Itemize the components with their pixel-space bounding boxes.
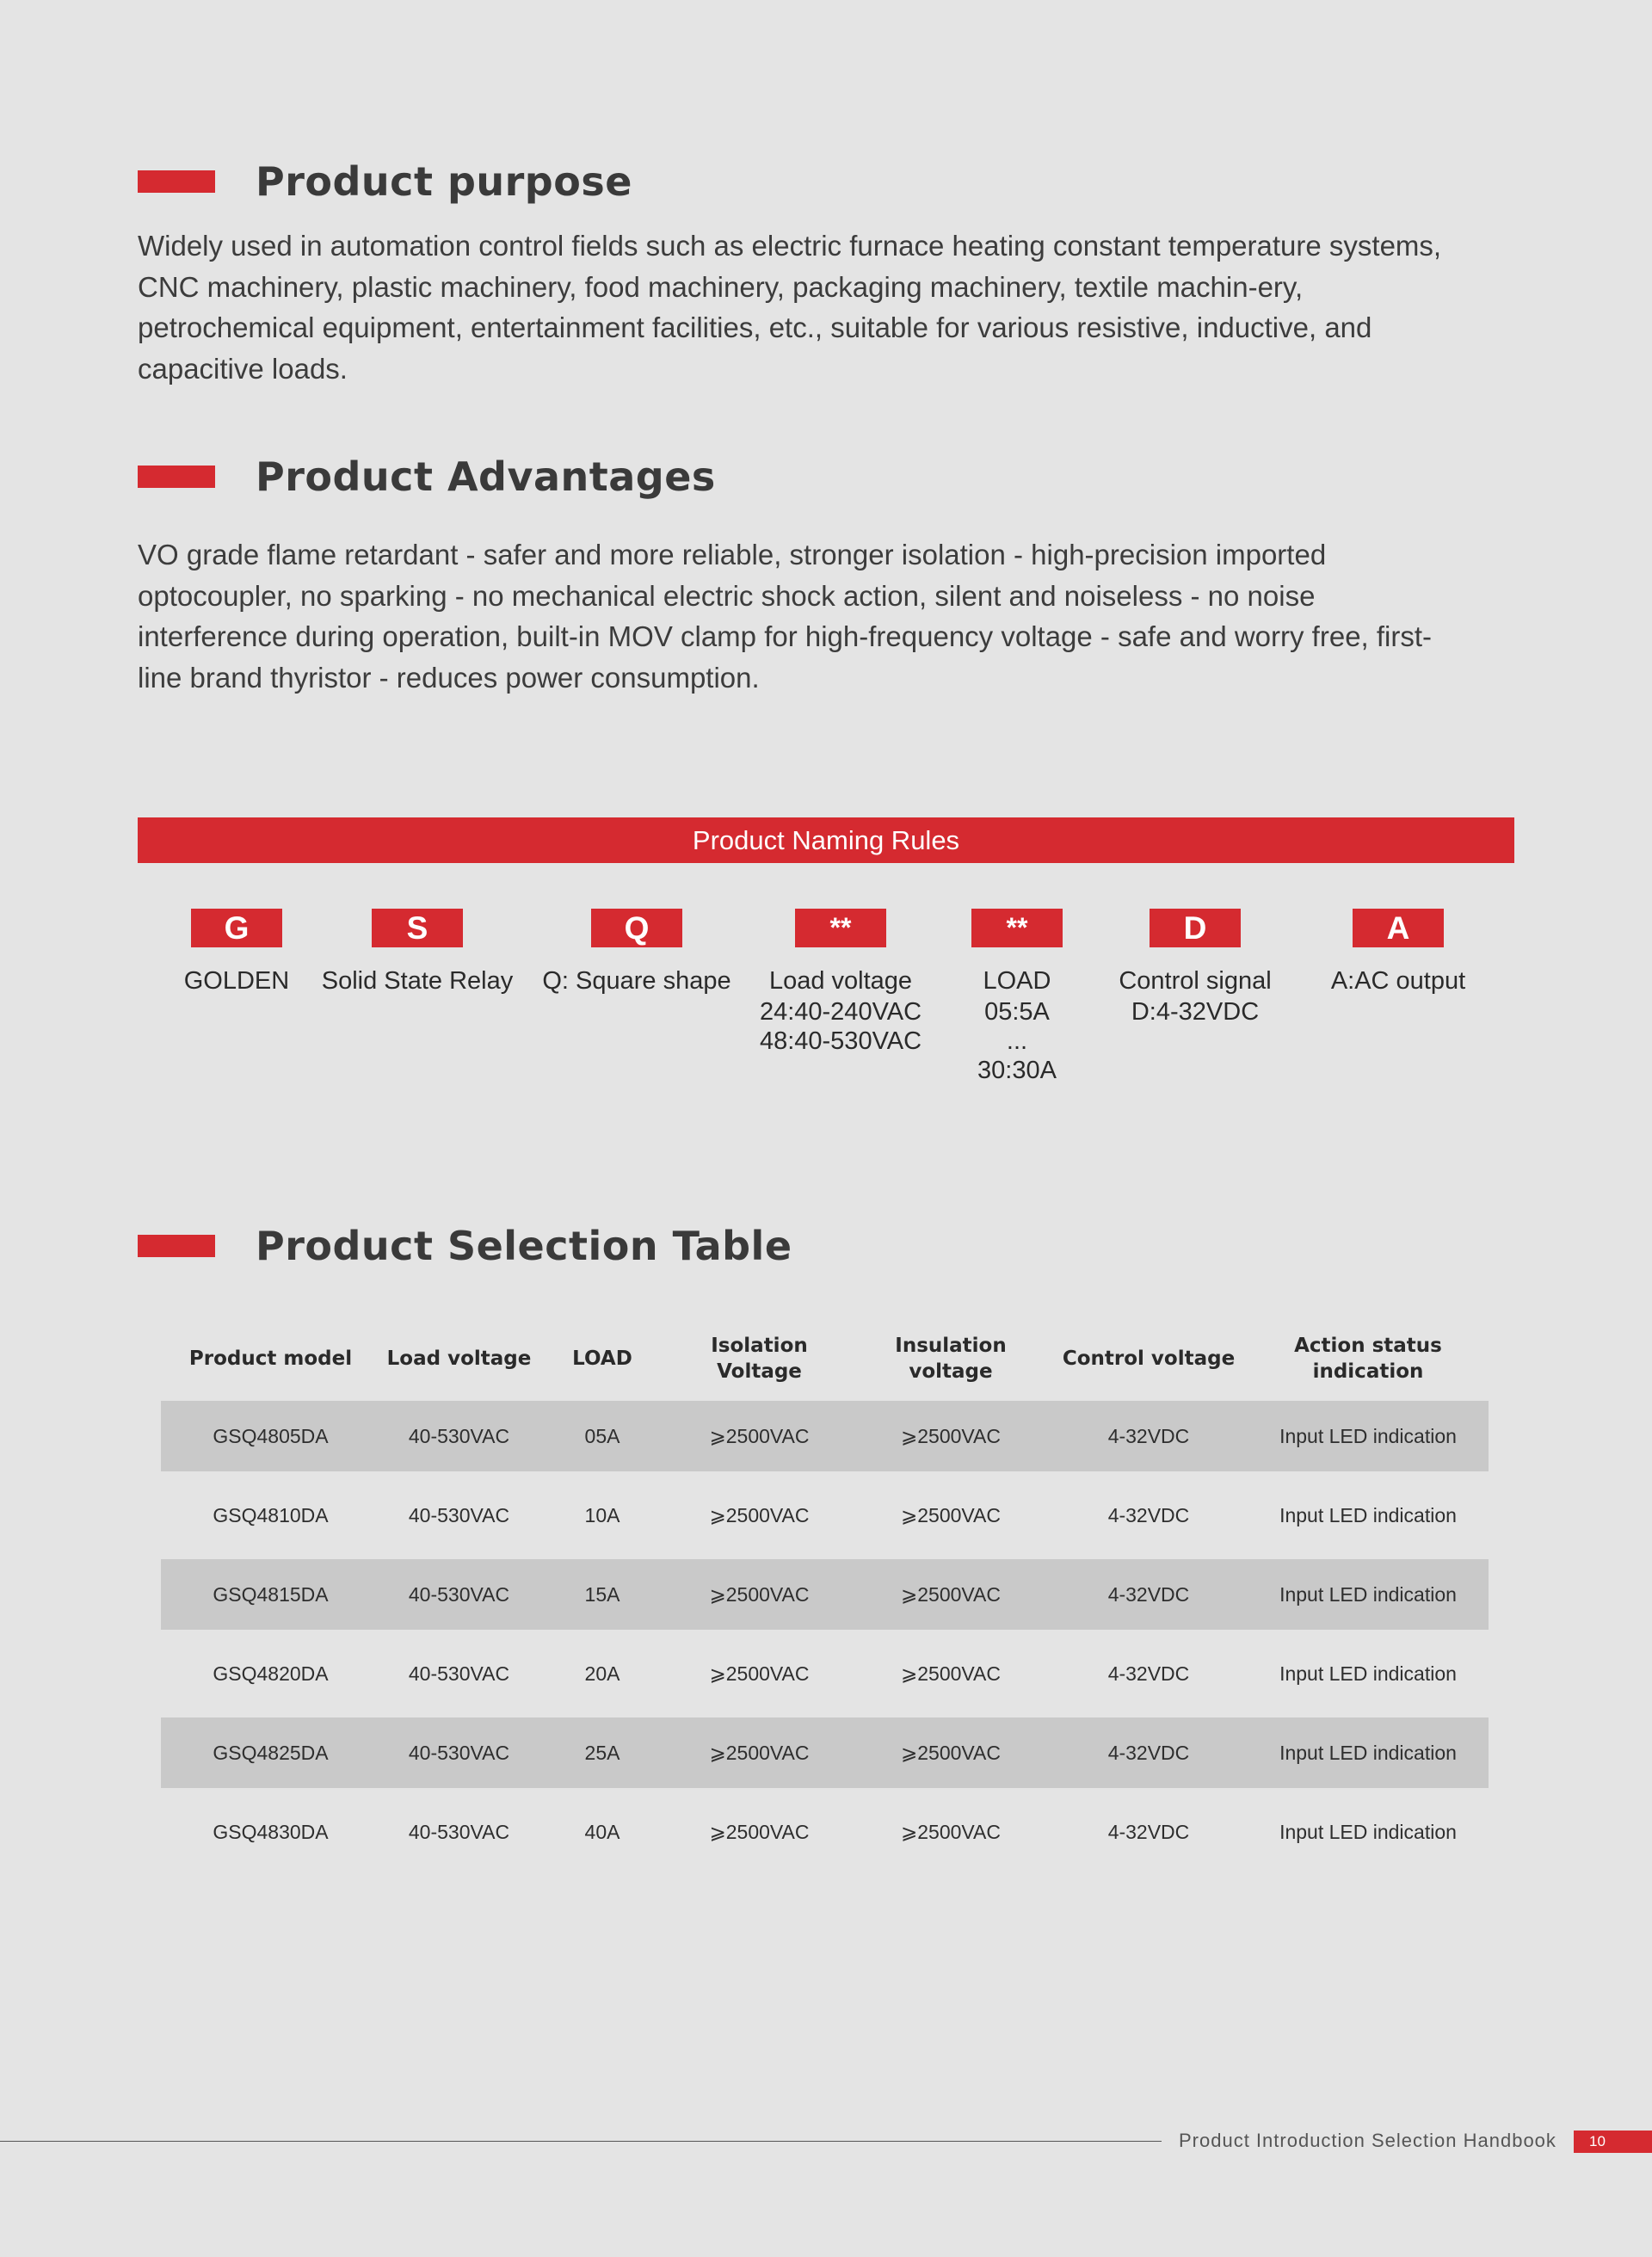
- table-cell: 40-530VAC: [408, 1503, 510, 1526]
- naming-code-box: G: [191, 909, 282, 947]
- naming-label: Control signal: [1119, 967, 1272, 995]
- table-header-row: [161, 1317, 1489, 1401]
- table-cell: 4-32VDC: [1107, 1503, 1190, 1526]
- naming-label: LOAD: [983, 967, 1051, 995]
- column-header: LOAD: [572, 1347, 632, 1370]
- table-cell: Input LED indication: [1279, 1503, 1457, 1526]
- table-cell: ⩾2500VAC: [852, 1717, 1050, 1788]
- table-cell: ⩾2500VAC: [667, 1401, 852, 1471]
- section-marker-bar: [138, 1235, 215, 1257]
- table-cell: GSQ4815DA: [161, 1559, 380, 1630]
- column-header: Isolation Voltage: [711, 1335, 808, 1383]
- table-cell: 40-530VAC: [408, 1662, 510, 1685]
- table-cell: 25A: [538, 1717, 667, 1788]
- table-row: [161, 1559, 1489, 1630]
- table-cell: GSQ4810DA: [213, 1503, 329, 1526]
- naming-code-box: **: [971, 909, 1063, 947]
- naming-code-box: S: [372, 909, 463, 947]
- naming-rules-banner: Product Naming Rules: [138, 817, 1514, 863]
- table-cell: 10A: [584, 1503, 620, 1526]
- naming-item: [1286, 909, 1510, 997]
- table-cell: ⩾2500VAC: [852, 1559, 1050, 1630]
- table-cell: ⩾2500VAC: [900, 1662, 1002, 1685]
- table-cell: ⩾2500VAC: [667, 1559, 852, 1630]
- table-cell: 15A: [538, 1559, 667, 1630]
- naming-detail: 24:40-240VAC 48:40-530VAC: [759, 998, 922, 1055]
- naming-item: [1083, 909, 1307, 1027]
- column-header: Insulation voltage: [895, 1335, 1007, 1383]
- table-row: [161, 1630, 1489, 1717]
- section-marker-bar: [138, 170, 215, 193]
- purpose-heading: [138, 158, 632, 205]
- table-cell: 4-32VDC: [1050, 1717, 1248, 1788]
- purpose-title: Product purpose: [256, 158, 632, 205]
- naming-item: [525, 909, 749, 997]
- table-row: [161, 1471, 1489, 1559]
- naming-label: A:AC output: [1330, 967, 1466, 995]
- table-cell: GSQ4805DA: [161, 1401, 380, 1471]
- table-row: [161, 1401, 1489, 1471]
- table-row: [161, 1717, 1489, 1788]
- table-cell: ⩾2500VAC: [709, 1503, 810, 1526]
- table-cell: ⩾2500VAC: [900, 1503, 1002, 1526]
- selection-heading: [138, 1223, 792, 1269]
- table-cell: ⩾2500VAC: [852, 1401, 1050, 1471]
- table-cell: GSQ4830DA: [213, 1820, 329, 1843]
- advantages-title: Product Advantages: [256, 453, 716, 500]
- table-cell: 40-530VAC: [380, 1401, 538, 1471]
- naming-detail: D:4-32VDC: [1131, 998, 1260, 1026]
- table-cell: GSQ4820DA: [213, 1662, 329, 1685]
- table-cell: 40-530VAC: [380, 1717, 538, 1788]
- advantages-heading: [138, 453, 716, 500]
- table-cell: ⩾2500VAC: [709, 1662, 810, 1685]
- naming-label: GOLDEN: [183, 967, 290, 995]
- table-cell: 4-32VDC: [1050, 1401, 1248, 1471]
- table-cell: 40-530VAC: [408, 1820, 510, 1843]
- naming-code-box: **: [795, 909, 886, 947]
- selection-table: [161, 1317, 1489, 1876]
- column-header: Product model: [188, 1347, 353, 1370]
- naming-detail: 05:5A ... 30:30A: [977, 998, 1057, 1084]
- naming-item: [305, 909, 529, 997]
- table-cell: ⩾2500VAC: [900, 1820, 1002, 1843]
- naming-code-box: Q: [591, 909, 682, 947]
- column-header: Control voltage: [1062, 1347, 1236, 1370]
- footer-handbook-title: Product Introduction Selection Handbook: [1179, 2130, 1556, 2151]
- naming-label: Q: Square shape: [542, 967, 731, 995]
- naming-label: Load voltage: [768, 967, 913, 995]
- column-header: Action status indication: [1294, 1335, 1442, 1383]
- table-cell: ⩾2500VAC: [667, 1717, 852, 1788]
- table-cell: Input LED indication: [1248, 1717, 1489, 1788]
- footer-divider: [0, 2141, 1162, 2142]
- naming-code-box: A: [1353, 909, 1444, 947]
- page-number: 10: [1574, 2131, 1652, 2153]
- table-cell: 4-32VDC: [1107, 1662, 1190, 1685]
- table-cell: Input LED indication: [1279, 1662, 1457, 1685]
- advantages-text: VO grade flame retardant - safer and more reliable, stronger isolation - high-precision imported optocoupler, no sparking - no mechanical electric shock action, silent and noiseless - no noise interference during operation, built-in MOV clamp for high-frequency voltage - safe and worry free, first-line brand thyristor - reduces power consumption.: [138, 539, 1433, 694]
- table-cell: 40-530VAC: [380, 1559, 538, 1630]
- table-cell: 20A: [584, 1662, 620, 1685]
- naming-label: Solid State Relay: [321, 967, 514, 995]
- column-header: Load voltage: [386, 1347, 532, 1370]
- section-marker-bar: [138, 466, 215, 488]
- table-cell: Input LED indication: [1248, 1401, 1489, 1471]
- selection-title: Product Selection Table: [256, 1223, 792, 1269]
- table-cell: GSQ4825DA: [161, 1717, 380, 1788]
- table-cell: 05A: [538, 1401, 667, 1471]
- table-cell: 40A: [584, 1820, 620, 1843]
- table-cell: 4-32VDC: [1107, 1820, 1190, 1843]
- table-cell: Input LED indication: [1279, 1820, 1457, 1843]
- table-row: [161, 1788, 1489, 1876]
- table-cell: Input LED indication: [1248, 1559, 1489, 1630]
- table-cell: 4-32VDC: [1050, 1559, 1248, 1630]
- naming-code-box: D: [1150, 909, 1241, 947]
- purpose-text: Widely used in automation control fields such as electric furnace heating constant temperature systems, CNC machinery, plastic machinery, food machinery, packaging machinery, textile machin-ery, petrochemical equipment, entertainment facilities, etc., suitable for various resistive, inductive, and capacitive loads.: [138, 230, 1442, 385]
- table-cell: ⩾2500VAC: [709, 1820, 810, 1843]
